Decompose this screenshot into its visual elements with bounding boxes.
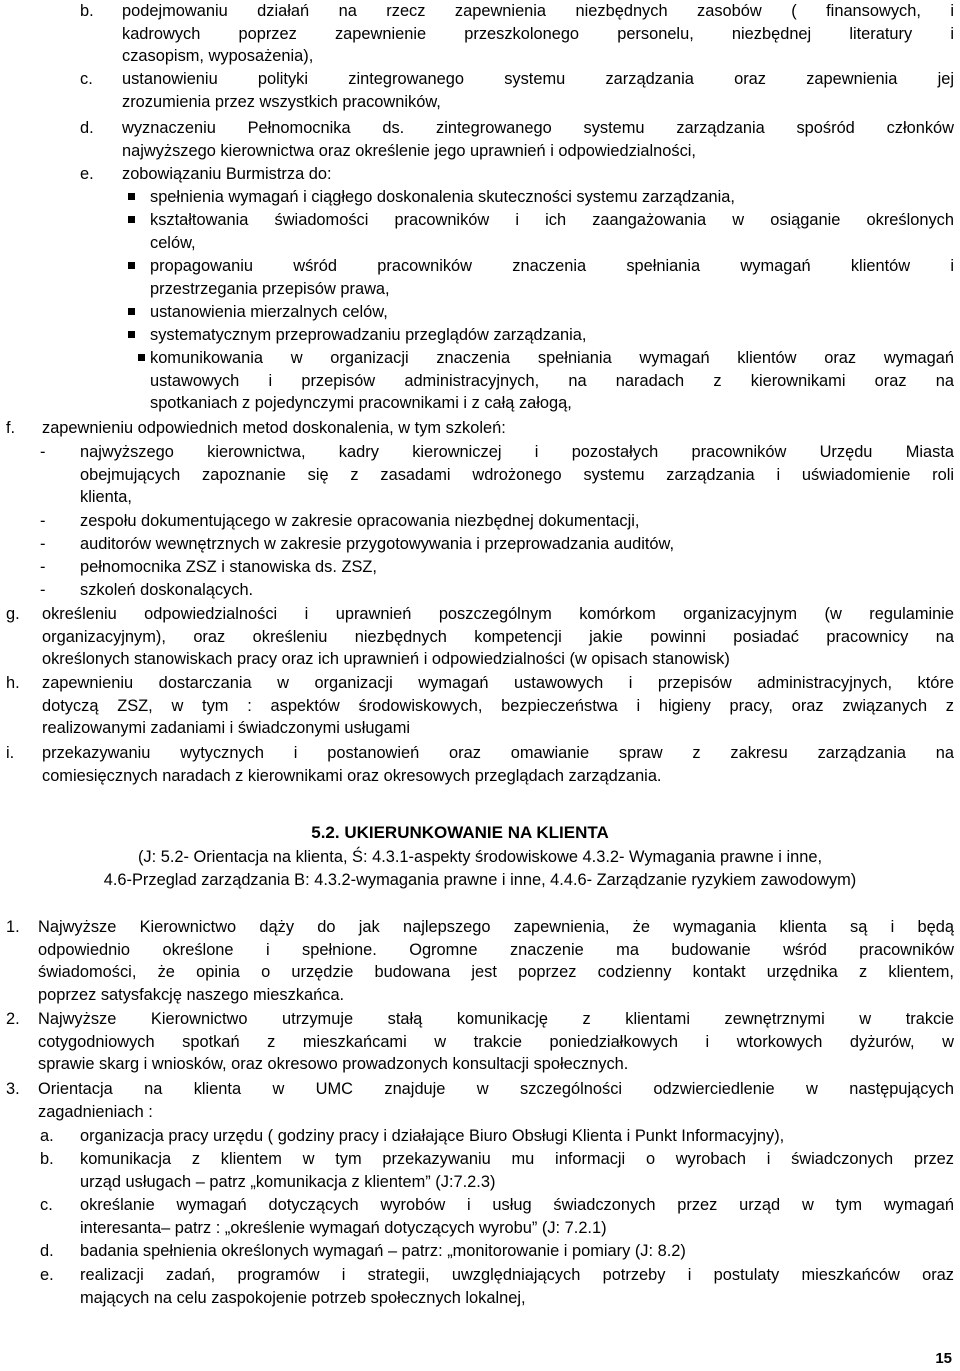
text-line: najwyższego kierownictwa, kadry kierowniczej i pozostałych pracowników Urzędu Miasta (80, 443, 954, 461)
list-marker: 1. (6, 918, 20, 936)
list-marker: c. (80, 70, 93, 88)
list-marker: h. (6, 674, 20, 692)
text-line: comiesięcznych naradach z kierownikami oraz okresowych przeglądach zarządzania. (42, 766, 662, 785)
list-item (80, 556, 954, 579)
text-line: wyznaczeniu Pełnomocnika ds. zintegrowanego systemu zarządzania spośród członków (122, 119, 954, 137)
list-item (80, 1264, 954, 1309)
list-item (38, 1008, 954, 1076)
list-marker: i. (6, 744, 15, 762)
list-marker: e. (40, 1266, 54, 1284)
text-line: komunikowania w organizacji znaczenia spełniania wymagań klientów oraz wymagań (150, 349, 954, 367)
list-item (42, 742, 954, 787)
text-line: ustanowieniu polityki zintegrowanego systemu zarządzania oraz zapewnienia jej (122, 70, 954, 88)
text-line: poprzez satysfakcję naszego mieszkańca. (38, 985, 345, 1004)
text-line: szkoleń doskonalących. (80, 581, 254, 599)
list-marker: d. (80, 119, 94, 137)
square-bullet-icon (128, 216, 135, 223)
dash-marker: - (40, 558, 46, 576)
text-line: spełnienia wymagań i ciągłego doskonalenia skuteczności systemu zarządzania, (150, 188, 735, 206)
text-line: czasopism, wyposażenia), (122, 47, 314, 66)
text-line: zapewnieniu dostarczania w organizacji wymagań ustawowych i przepisów administracyjnych, które (42, 674, 954, 692)
text-line: mających na celu zaspokojenie potrzeb społecznych lokalnej, (80, 1288, 526, 1307)
list-marker: d. (40, 1242, 54, 1260)
list-item (80, 1194, 954, 1239)
text-line: auditorów wewnętrznych w zakresie przygotowywania i przeprowadzania auditów, (80, 535, 674, 553)
list-item (80, 1240, 954, 1263)
text-line: zapewnieniu odpowiednich metod doskonalenia, w tym szkoleń: (42, 419, 506, 437)
text-line: ustawowych i przepisów administracyjnych, na naradach z kierownikami oraz na (150, 371, 954, 390)
list-marker: c. (40, 1196, 53, 1214)
list-item (42, 603, 954, 671)
dash-marker: - (40, 581, 46, 599)
text-line: badania spełnienia określonych wymagań – patrz: „monitorowanie i pomiary (J: 8.2) (80, 1242, 686, 1260)
list-item (150, 255, 954, 300)
text-line: zobowiązaniu Burmistrza do: (122, 165, 332, 183)
text-line: propagowaniu wśród pracowników znaczenia spełniania wymagań klientów i (150, 257, 954, 275)
text-line: kadrowych poprzez zapewnienie przeszkolonego personelu, niezbędnej literatury i (122, 24, 954, 43)
section-title: 5.2. UKIERUNKOWANIE NA KLIENTA (311, 823, 609, 842)
text-line: podejmowaniu działań na rzecz zapewnienia niezbędnych zasobów ( finansowych, i (122, 2, 954, 20)
list-marker: a. (40, 1127, 54, 1145)
text-line: najwyższego kierownictwa oraz określenie jego uprawnień i odpowiedzialności, (122, 141, 696, 160)
list-item (150, 324, 954, 347)
list-item (38, 916, 954, 1006)
page-number: 15 (935, 1350, 952, 1367)
text-line: realizowanymi zadaniami i świadczonymi usługami (42, 719, 411, 738)
text-line: celów, (150, 233, 196, 252)
list-item (80, 579, 954, 602)
list-item (122, 163, 954, 186)
text-line: zrozumienia przez wszystkich pracowników, (122, 92, 441, 111)
text-line: określonych stanowiskach pracy oraz ich uprawnień i odpowiedzialności (w opisach stanowisk) (42, 650, 730, 669)
list-marker: b. (80, 2, 94, 20)
list-marker: e. (80, 165, 94, 183)
text-line: organizacyjnym), oraz określeniu niezbędnych kompetencji jakie powinni posiadać pracownicy na (42, 627, 954, 646)
list-item (80, 1125, 954, 1148)
list-item (80, 441, 954, 509)
text-line: zagadnieniach : (38, 1102, 153, 1121)
text-line: komunikacja z klientem w tym przekazywaniu mu informacji o wyrobach i świadczonych przez (80, 1150, 954, 1168)
text-line: określeniu odpowiedzialności i uprawnień poszczególnym komórkom organizacyjnym (w regulaminie (42, 605, 954, 623)
text-line: określanie wymagań dotyczących wyrobów i usług świadczonych przez urząd w tym wymagań (80, 1196, 954, 1214)
text-line: dotyczą ZSZ, w tym : aspektów środowiskowych, bezpieczeństwa i higieny pracy, oraz związanych z (42, 696, 954, 715)
list-marker: g. (6, 605, 20, 623)
text-line: pełnomocnika ZSZ i stanowiska ds. ZSZ, (80, 558, 377, 576)
list-item (150, 301, 954, 324)
text-line: zespołu dokumentującego w zakresie opracowania niezbędnej dokumentacji, (80, 512, 640, 530)
list-item (38, 1078, 954, 1123)
list-item (80, 1148, 954, 1193)
square-bullet-icon (128, 331, 135, 338)
text-line: kształtowania świadomości pracowników i ich zaangażowania w osiąganie określonych (150, 211, 954, 229)
list-item (122, 117, 954, 162)
text-line: świadomości, że opinia o urzędzie budowana jest poprzez codzienny kontakt urzędnika z klientem, (38, 963, 954, 982)
dash-marker: - (40, 443, 46, 461)
text-line: interesanta– patrz : „określenie wymagań dotyczących wyrobu” (J: 7.2.1) (80, 1218, 607, 1237)
text-line: urząd usługach – patrz „komunikacja z klientem” (J:7.2.3) (80, 1172, 496, 1191)
list-item (150, 186, 954, 209)
list-item (122, 0, 954, 68)
text-line: Najwyższe Kierownictwo utrzymuje stałą komunikację z klientami zewnętrznymi w trakcie (38, 1010, 954, 1028)
list-item (80, 533, 954, 556)
text-line: cotygodniowych spotkań z mieszkańcami w trakcie poniedziałkowych i wtorkowych dyżurów, w (38, 1032, 954, 1051)
text-line: obejmujących zapoznanie się z zasadami wdrożonego systemu zarządzania i uświadomienie roli (80, 465, 954, 484)
text-line: spotkaniach z pojedynczymi pracownikami i z całą załogą, (150, 394, 572, 413)
list-marker: b. (40, 1150, 54, 1168)
list-item (42, 417, 954, 440)
list-marker: 3. (6, 1080, 20, 1098)
list-item (80, 510, 954, 533)
list-marker: f. (6, 419, 16, 437)
square-bullet-icon (128, 308, 135, 315)
text-line: Najwyższe Kierownictwo dąży do jak najlepszego zapewnienia, że wymagania klienta są i będą (38, 918, 954, 936)
section-reference-line: 4.6-Przeglad zarządzania B: 4.3.2-wymagania prawne i inne, 4.4.6- Zarządzanie ryzykiem zawodowym) (103, 871, 857, 889)
text-line: klienta, (80, 488, 132, 507)
text-line: ustanowienia mierzalnych celów, (150, 303, 388, 321)
list-marker: 2. (6, 1010, 20, 1028)
square-bullet-icon (138, 354, 145, 361)
text-line: przekazywaniu wytycznych i postanowień oraz omawianie spraw z zakresu zarządzania na (42, 744, 954, 762)
dash-marker: - (40, 535, 46, 553)
list-item (122, 68, 954, 113)
list-item (150, 209, 954, 254)
text-line: systematycznym przeprowadzaniu przeglądów zarządzania, (150, 326, 587, 344)
list-item (42, 672, 954, 740)
dash-marker: - (40, 512, 46, 530)
text-line: odpowiednio określone i spełnione. Ogromne znaczenie ma budowanie wśród pracowników (38, 940, 954, 959)
text-line: sprawie skarg i wniosków, oraz okresowo prowadzonych konsultacji społecznych. (38, 1055, 629, 1074)
section-reference-line: (J: 5.2- Orientacja na klienta, Ś: 4.3.1-aspekty środowiskowe 4.3.2- Wymagania prawne i inne, (137, 848, 823, 866)
text-line: Orientacja na klienta w UMC znajduje w szczególności odzwierciedlenie w następujących (38, 1080, 954, 1098)
square-bullet-icon (128, 262, 135, 269)
text-line: realizacji zadań, programów i strategii, uwzględniających potrzeby i postulaty mieszkańców oraz (80, 1266, 954, 1284)
list-item (150, 347, 954, 415)
text-line: przestrzegania przepisów prawa, (150, 279, 390, 298)
text-line: organizacja pracy urzędu ( godziny pracy i działające Biuro Obsługi Klienta i Punkt Informacyjny), (80, 1127, 785, 1145)
square-bullet-icon (128, 193, 135, 200)
